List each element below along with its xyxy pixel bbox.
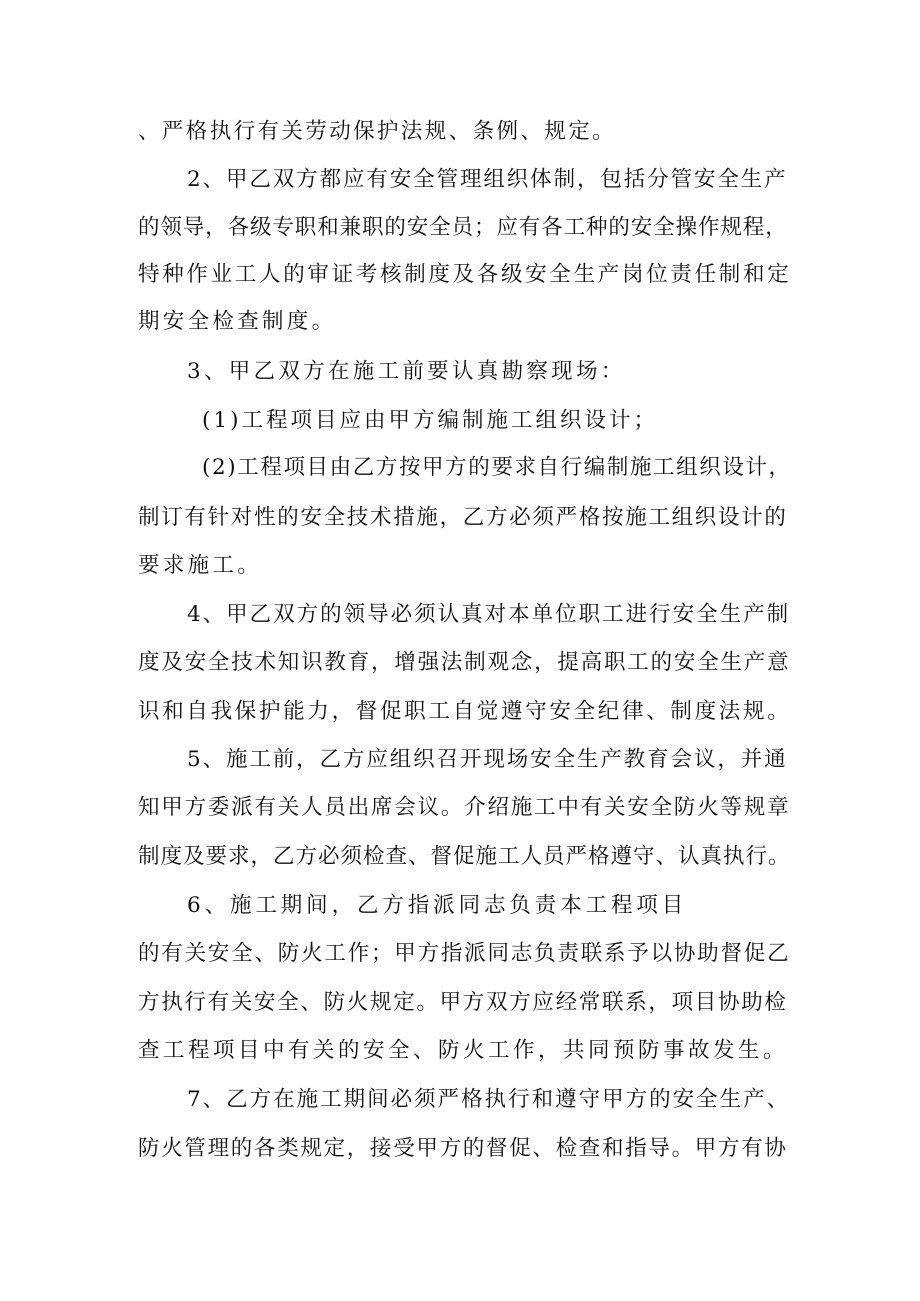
- text-line: [0, 357, 920, 387]
- text-line: [0, 1036, 920, 1066]
- text-line: [0, 745, 920, 775]
- text-line-content: 7、乙方在施工期间必须严格执行和遵守甲方的安全生产、: [187, 1087, 791, 1112]
- text-line-content: 要求施工。: [138, 553, 263, 578]
- text-line: [0, 260, 920, 290]
- text-line: [0, 503, 920, 533]
- text-line-content: (2)工程项目由乙方按甲方的要求自行编制施工组织设计，: [202, 455, 792, 480]
- text-line: [0, 697, 920, 727]
- text-line: [0, 307, 920, 337]
- text-line-content: 4、甲乙双方的领导必须认真对本单位职工进行安全生产制: [187, 602, 791, 627]
- text-line: [0, 453, 920, 483]
- text-line-content: 知甲方委派有关人员出席会议。介绍施工中有关安全防火等规章: [138, 795, 791, 820]
- text-line-content: 识和自我保护能力，督促职工自觉遵守安全纪律、制度法规。: [138, 699, 792, 724]
- text-line: [0, 600, 920, 630]
- text-line-content: 度及安全技术知识教育，增强法制观念，提高职工的安全生产意: [138, 650, 791, 675]
- text-line-content: 5、施工前，乙方应组织召开现场安全生产教育会议，并通: [187, 747, 788, 772]
- text-line: [0, 648, 920, 678]
- text-line: [0, 213, 920, 243]
- text-line: [0, 1085, 920, 1115]
- text-line-content: 制订有针对性的安全技术措施，乙方必须严格按施工组织设计的: [138, 505, 788, 530]
- text-line-content: (1)工程项目应由甲方编制施工组织设计；: [202, 408, 658, 433]
- text-line: [0, 551, 920, 581]
- text-line-content: 期安全检查制度。: [138, 309, 337, 334]
- text-line: [0, 891, 920, 921]
- text-line-content: 3、甲乙双方在施工前要认真勘察现场：: [187, 359, 626, 384]
- text-line: [0, 842, 920, 872]
- text-line: [0, 793, 920, 823]
- text-line-content: 方执行有关安全、防火规定。甲方双方应经常联系，项目协助检: [138, 990, 788, 1015]
- text-line-content: 、严格执行有关劳动保护法规、条例、规定。: [138, 119, 617, 144]
- text-line: [0, 939, 920, 969]
- text-line-content: 特种作业工人的审证考核制度及各级安全生产岗位责任制和定: [138, 262, 792, 287]
- text-line-content: 查工程项目中有关的安全、防火工作，共同预防事故发生。: [138, 1038, 789, 1063]
- text-line: [0, 406, 920, 436]
- text-line: [0, 117, 920, 147]
- text-line-content: 制度及要求，乙方必须检查、督促施工人员严格遵守、认真执行。: [138, 844, 791, 869]
- text-line: [0, 1134, 920, 1164]
- text-line: [0, 165, 920, 195]
- text-line-content: 的领导，各级专职和兼职的安全员；应有各工种的安全操作规程，: [138, 215, 788, 240]
- text-line: [0, 988, 920, 1018]
- text-line-content: 2、甲乙双方都应有安全管理组织体制，包括分管安全生产: [187, 167, 788, 192]
- text-line-content: 防火管理的各类规定，接受甲方的督促、检查和指导。甲方有协: [138, 1136, 788, 1161]
- text-line-content: 的有关安全、防火工作；甲方指派同志负责联系予以协助督促乙: [138, 941, 791, 966]
- text-line-content: 6、施工期间，乙方指派同志负责本工程项目: [187, 893, 688, 918]
